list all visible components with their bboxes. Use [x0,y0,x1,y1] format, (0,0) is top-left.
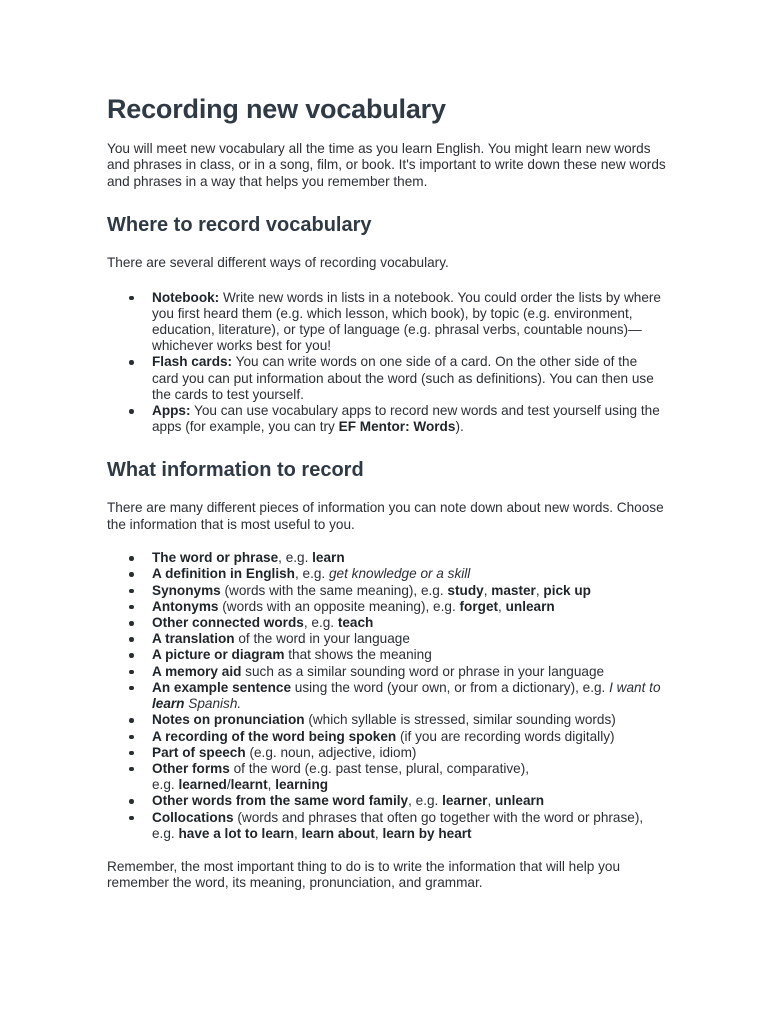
list-item: A translation of the word in your language [152,631,667,647]
section2-lead: There are many different pieces of information you can note down about new words. Choose the information that is most useful to you. [107,500,664,532]
list-item: Other forms of the word (e.g. past tense, plural, comparative), e.g. learned/learnt, learning [152,761,667,793]
closing-paragraph: Remember, the most important thing to do is to write the information that will help you remember the word, its meaning, pronunciation, and grammar. [107,858,621,891]
intro-paragraph: You will meet new vocabulary all the time as you learn English. You might learn new words and phrases in class, or in a song, film, or book. It's important to write down these new words and phrases in a way that helps you remember them. [107,141,666,189]
section-heading-where: Where to record vocabulary [107,214,372,237]
list-item-notebook: Notebook: Write new words in lists in a notebook. You could order the lists by where you first heard them (e.g. which lesson, which book), by topic (e.g. environment, education, literature), or type of language (e.g. phrasal verbs, countable nouns)—whichever works best for you! [152,290,667,355]
list-item-apps: Apps: You can use vocabulary apps to record new words and test yourself using the apps (for example, you can try EF Mentor: Words). [152,403,667,435]
document-page [107,92,667,892]
section-heading-what: What information to record [107,459,364,482]
term-notebook: Notebook: [152,289,220,305]
list-item: Notes on pronunciation (which syllable is stressed, similar sounding words) [152,712,667,728]
term-flash-cards: Flash cards: [152,354,233,370]
list-item: A memory aid such as a similar sounding word or phrase in your language [152,664,667,680]
list-item: Other words from the same word family, e.g. learner, unlearn [152,793,667,809]
app-name: EF Mentor: Words [338,419,456,435]
list-item: An example sentence using the word (your own, or from a dictionary), e.g. I want to learn Spanish. [152,680,667,712]
list-item-flash-cards: Flash cards: You can write words on one side of a card. On the other side of the card you can put information about the word (such as definitions). You can then use the cards to test yourself. [152,354,667,403]
list-item: A recording of the word being spoken (if you are recording words digitally) [152,729,667,745]
recording-methods-list [107,290,667,436]
list-item: Synonyms (words with the same meaning), e.g. study, master, pick up [152,583,667,599]
list-item: The word or phrase, e.g. learn [152,550,667,566]
list-item: A definition in English, e.g. get knowledge or a skill [152,566,667,582]
list-item: A picture or diagram that shows the meaning [152,647,667,663]
list-item: Other connected words, e.g. teach [152,615,667,631]
list-item: Part of speech (e.g. noun, adjective, idiom) [152,745,667,761]
term-apps: Apps: [152,403,191,419]
section1-lead: There are several different ways of recording vocabulary. [107,255,449,271]
list-item: Antonyms (words with an opposite meaning), e.g. forget, unlearn [152,599,667,615]
page-title: Recording new vocabulary [107,94,446,124]
list-item: Collocations (words and phrases that often go together with the word or phrase), e.g. have a lot to learn, learn about, learn by heart [152,810,667,842]
information-list [107,550,667,842]
